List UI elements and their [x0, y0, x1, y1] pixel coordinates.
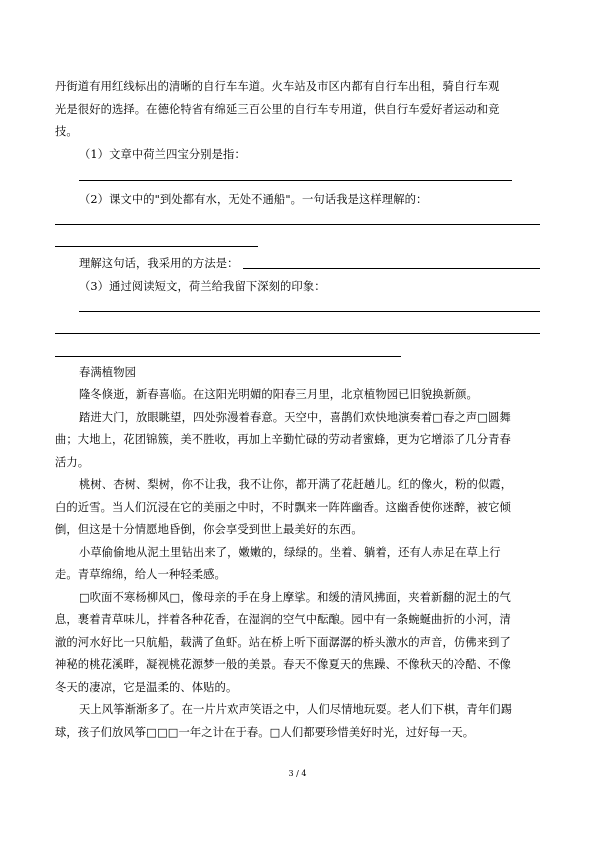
article-line: 踏进大门，放眼眺望，四处弥漫着春意。天空中，喜鹊们欢快地演奏着□春之声□圆舞	[79, 411, 511, 424]
answer-line	[55, 224, 540, 225]
article-line: 球，孩子们放风筝□□□一年之计在于春。□人们都要珍惜美好时光，过好每一天。	[55, 726, 475, 739]
article-line: 冬天的凄凉，它是温柔的、体贴的。	[55, 681, 238, 694]
text-line: 光是很好的选择。在德伦特省有绵延三百公里的自行车专用道，供自行车爱好者运动和竞	[55, 103, 500, 116]
article-line: 走。青草绵绵，给人一种轻柔感。	[55, 568, 226, 581]
answer-line	[55, 333, 540, 334]
article-line: 天上风筝渐渐多了。在一片片欢声笑语之中，人们尽情地玩耍。老人们下棋，青年们踢	[79, 703, 513, 716]
article-line: 活力。	[55, 456, 90, 469]
answer-line	[243, 268, 540, 269]
article-line: 桃树、杏树、梨树，你不让我，我不让你，都开满了花赶趟儿。红的像火，粉的似霞，	[79, 478, 513, 491]
answer-line	[79, 180, 512, 181]
question-2: （2）课文中的"到处都有水，无处不通船"。一句话我是这样理解的：	[79, 193, 428, 206]
question-3: （3）通过阅读短文，荷兰给我留下深刻的印象：	[79, 280, 326, 293]
answer-line	[55, 356, 401, 357]
article-line: 息，裹着青草味儿，拌着各种花香，在湿润的空气中酝酿。园中有一条蜿蜒曲折的小河，清	[55, 613, 511, 626]
article-line: 神秘的桃花溪畔，凝视桃花源梦一般的美景。春天不像夏天的焦躁、不像秋天的冷酷、不像	[55, 658, 511, 671]
article-line: 澈的河水好比一只航船，载满了鱼虾。站在桥上听下面潺潺的桥头激水的声音，仿佛来到了	[55, 636, 511, 649]
page-number: 3 / 4	[288, 769, 307, 778]
answer-line	[55, 246, 258, 247]
article-line: 白的近雪。当人们沉浸在它的美丽之中时，不时飘来一阵阵幽香。这幽香使你迷醉，被它倾	[55, 501, 511, 514]
question-1: （1）文章中荷兰四宝分别是指：	[79, 148, 246, 161]
method-prompt: 理解这句话，我采用的方法是：	[79, 257, 239, 270]
article-line: 倒，但这是十分情愿地昏倒，你会享受到世上最美好的东西。	[55, 523, 363, 536]
article-line: □吹面不寒杨柳风□，像母亲的手在身上摩挲。和缓的清风拂面，夹着新翻的泥土的气	[79, 591, 511, 604]
text-line: 技。	[55, 125, 78, 138]
article-line: 小草偷偷地从泥土里钻出来了，嫩嫩的，绿绿的。坐着、躺着，还有人赤足在草上行	[79, 546, 501, 559]
answer-line	[79, 311, 540, 312]
article-line: 曲；大地上，花团锦簇，美不胜收，再加上辛勤忙碌的劳动者蜜蜂，更为它增添了几分青春	[55, 433, 511, 446]
article-title: 春满植物园	[79, 366, 136, 379]
text-line: 丹街道有用红线标出的清晰的自行车车道。火车站及市区内都有自行车出租，骑自行车观	[55, 80, 500, 93]
article-line: 隆冬倏逝，新春喜临。在这阳光明媚的阳春三月里，北京植物园已旧貌换新颜。	[79, 388, 478, 401]
